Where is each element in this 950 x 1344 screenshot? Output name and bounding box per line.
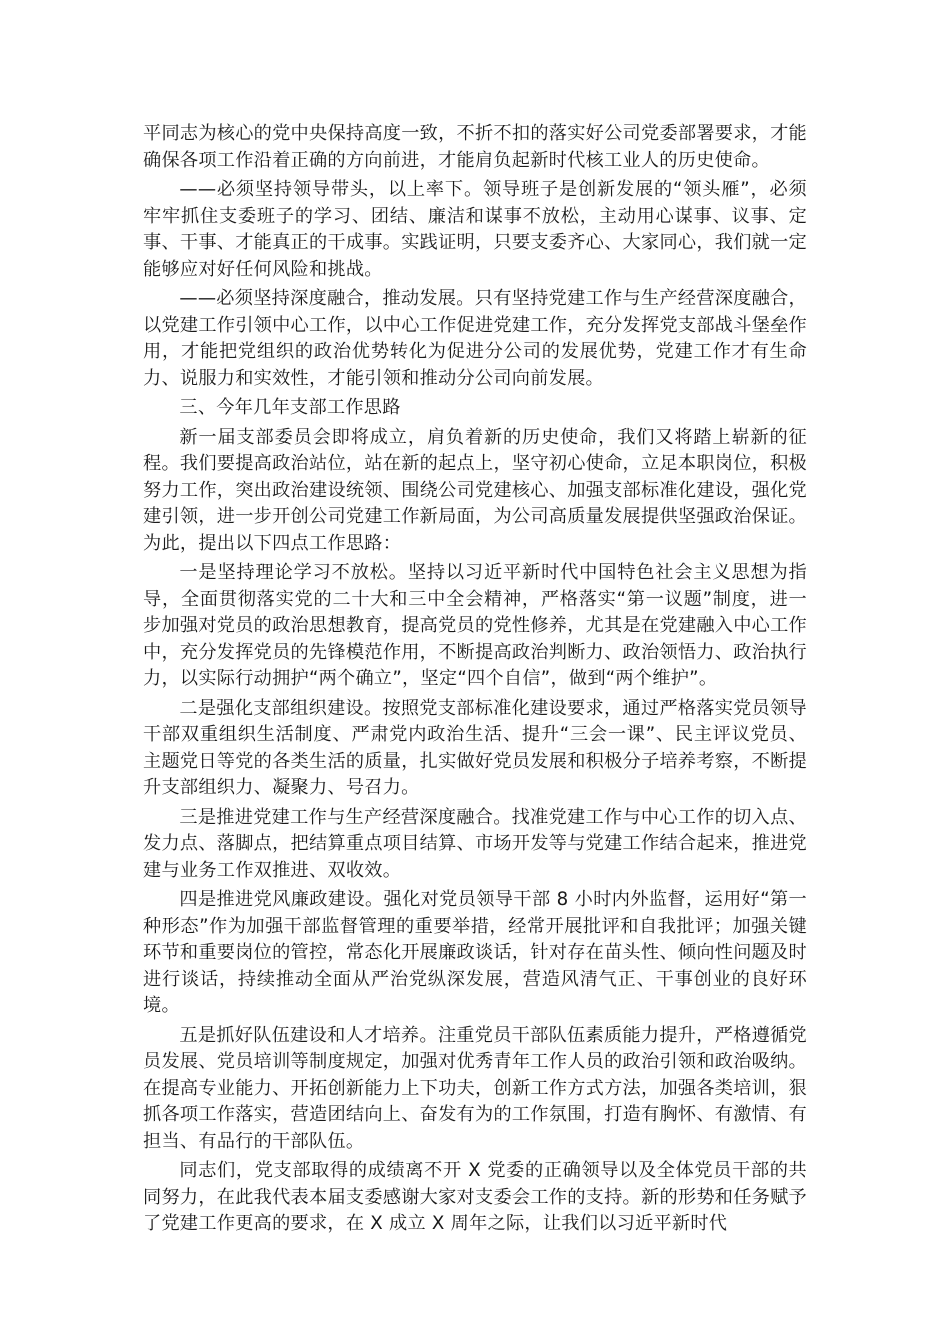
paragraph-point-three: 三是推进党建工作与生产经营深度融合。找准党建工作与中心工作的切入点、发力点、落脚点，把结算重点项目结算、市场开发等与党建工作结合起来，推进党建与业务工作双推进、双收效。 bbox=[143, 806, 807, 881]
document-body bbox=[143, 121, 807, 1238]
paragraph-leadership: ——必须坚持领导带头，以上率下。领导班子是创新发展的“领头雁”，必须牢牢抓住支委班子的学习、团结、廉洁和谋事不放松，主动用心谋事、议事、定事、干事、才能真正的干成事。实践证明，只要支委齐心、大家同心，我们就一定能够应对好任何风险和挑战。 bbox=[143, 179, 807, 280]
paragraph-continuation: 平同志为核心的党中央保持高度一致，不折不扣的落实好公司党委部署要求，才能确保各项工作沿着正确的方向前进，才能肩负起新时代核工业人的历史使命。 bbox=[143, 123, 807, 171]
paragraph-point-five: 五是抓好队伍建设和人才培养。注重党员干部队伍素质能力提升，严格遵循党员发展、党员培训等制度规定，加强对优秀青年工作人员的政治引领和政治吸纳。在提高专业能力、开拓创新能力上下功夫，创新工作方式方法，加强各类培训，狠抓各项工作落实，营造团结向上、奋发有为的工作氛围，打造有胸怀、有激情、有担当、有品行的干部队伍。 bbox=[143, 1024, 807, 1152]
section-heading-work-ideas: 三、今年几年支部工作思路 bbox=[179, 397, 401, 418]
paragraph-point-four: 四是推进党风廉政建设。强化对党员领导干部 8 小时内外监督，运用好“第一种形态”作为加强干部监督管理的重要举措，经常开展批评和自我批评；加强关键环节和重要岗位的管控，常态化开展廉政谈话，针对存在苗头性、倾向性问题及时进行谈话，持续推动全面从严治党纵深发展，营造风清气正、干事创业的良好环境。 bbox=[143, 889, 807, 1016]
paragraph-integration: ——必须坚持深度融合，推动发展。只有坚持党建工作与生产经营深度融合，以党建工作引领中心工作，以中心工作促进党建工作，充分发挥党支部战斗堡垒作用，才能把党组织的政治优势转化为促进分公司的发展优势，党建工作才有生命力、说服力和实效性，才能引领和推动分公司向前发展。 bbox=[143, 288, 807, 389]
paragraph-point-two: 二是强化支部组织建设。按照党支部标准化建设要求，通过严格落实党员领导干部双重组织生活制度、严肃党内政治生活、提升“三会一课”、民主评议党员、主题党日等党的各类生活的质量，扎实做好党员发展和积极分子培养考察，不断提升支部组织力、凝聚力、号召力。 bbox=[143, 697, 807, 798]
paragraph-point-one: 一是坚持理论学习不放松。坚持以习近平新时代中国特色社会主义思想为指导，全面贯彻落实党的二十大和三中全会精神，严格落实“第一议题”制度，进一步加强对党员的政治思想教育，提高党员的党性修养，尤其是在党建融入中心工作中，充分发挥党员的先锋模范作用，不断提高政治判断力、政治领悟力、政治执行力，以实际行动拥护“两个确立”，坚定“四个自信”，做到“两个维护”。 bbox=[143, 562, 807, 689]
paragraph-closing: 同志们，党支部取得的成绩离不开 X 党委的正确领导以及全体党员干部的共同努力，在此我代表本届支委感谢大家对支委会工作的支持。新的形势和任务赋予了党建工作更高的要求，在 X 成立 X 周年之际，让我们以习近平新时代 bbox=[143, 1160, 807, 1234]
paragraph-new-committee: 新一届支部委员会即将成立，肩负着新的历史使命，我们又将踏上崭新的征程。我们要提高政治站位，站在新的起点上，坚守初心使命，立足本职岗位，积极努力工作，突出政治建设统领、围绕公司党建核心、加强支部标准化建设，强化党建引领，进一步开创公司党建工作新局面，为公司高质量发展提供坚强政治保证。为此，提出以下四点工作思路： bbox=[143, 426, 807, 554]
